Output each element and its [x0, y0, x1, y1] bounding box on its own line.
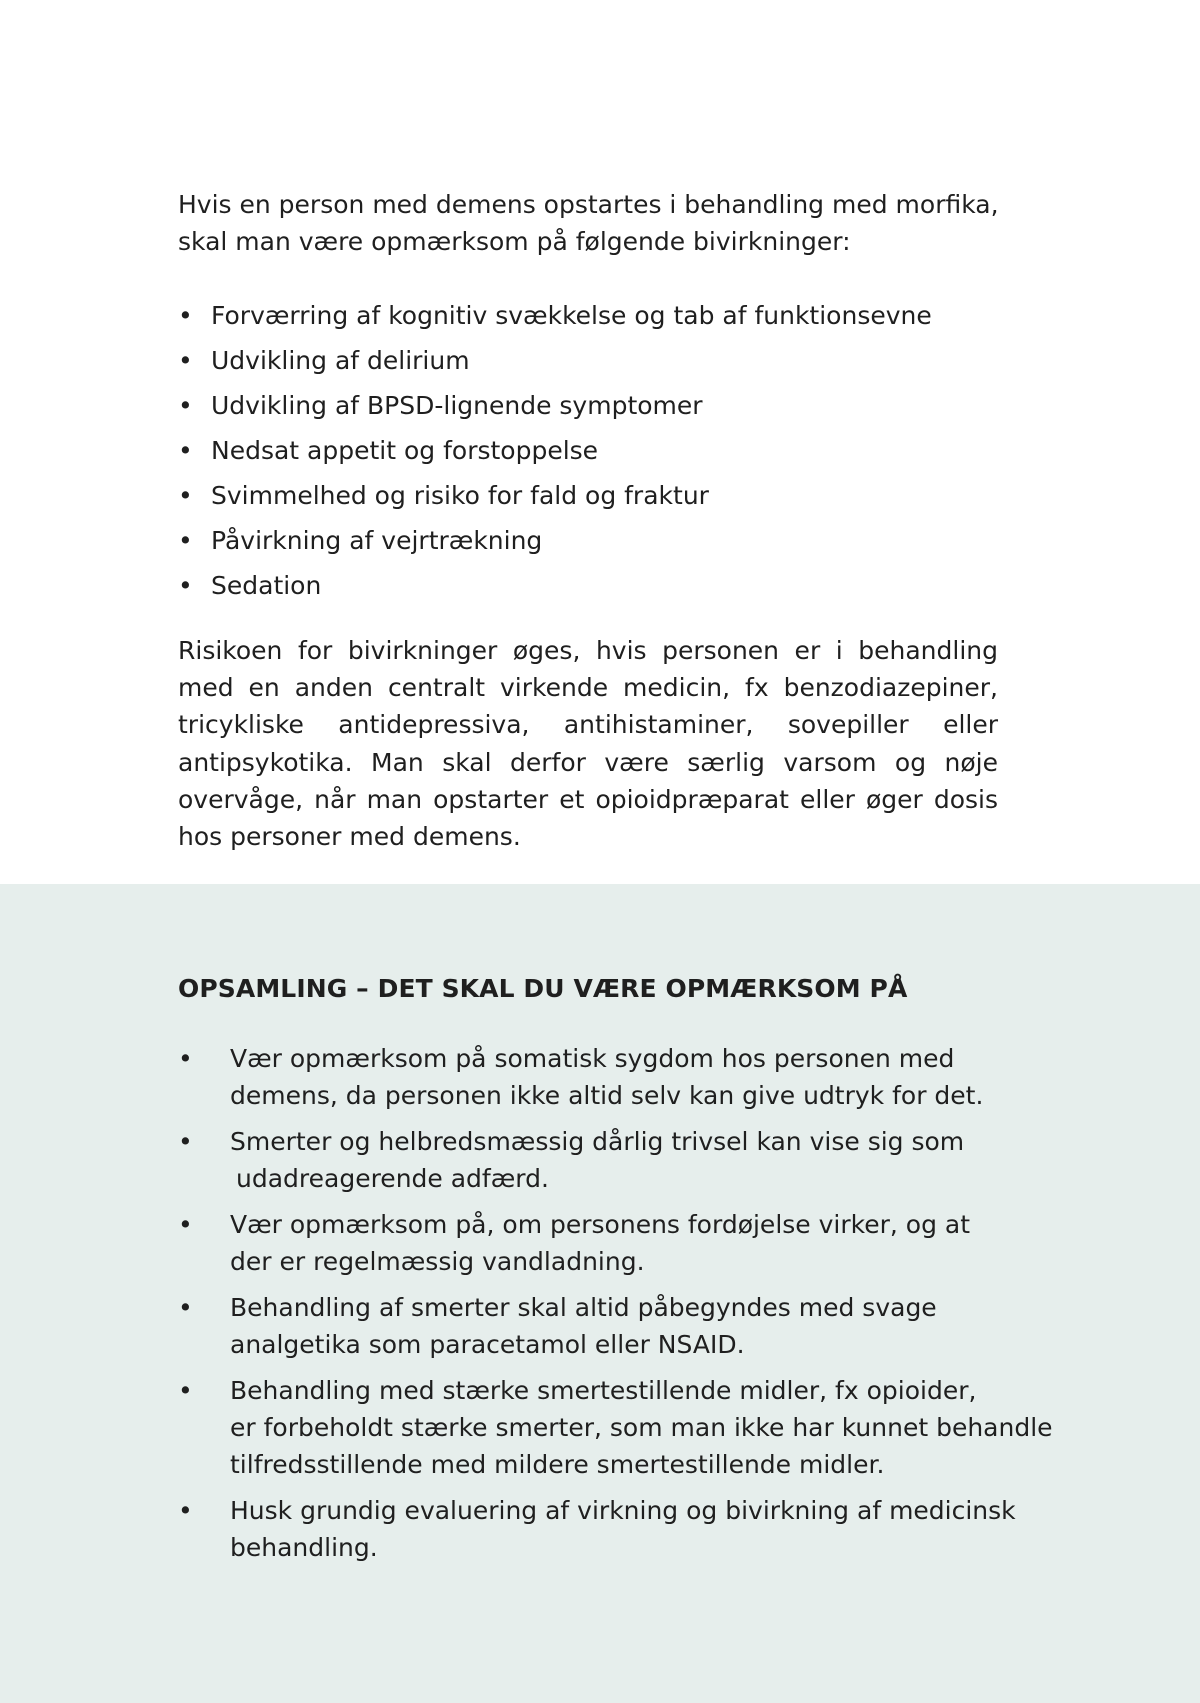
summary-item-line: • Behandling af smerter skal altid påbegyndes med svage	[230, 1293, 937, 1322]
summary-item	[178, 1289, 1008, 1363]
summary-item-line: der er regelmæssig vandladning.	[230, 1247, 645, 1276]
summary-item-line: analgetika som paracetamol eller NSAID.	[230, 1330, 745, 1359]
intro-paragraph	[178, 186, 998, 260]
summary-item-line: • Smerter og helbredsmæssig dårlig trivsel kan vise sig som	[230, 1127, 965, 1156]
side-effect-item: • Svimmelhed og risiko for fald og fraktur	[178, 476, 998, 521]
intro-line-1: Hvis en person med demens opstartes i behandling med morfika,	[178, 190, 999, 219]
side-effect-item: • Påvirkning af vejrtrækning	[178, 521, 998, 566]
summary-item-line: demens, da personen ikke altid selv kan give udtryk for det.	[230, 1081, 984, 1110]
risk-paragraph: Risikoen for bivirkninger øges, hvis personen er i behandling med en anden centralt virkende medicin, fx benzodiazepiner, tricykliske antidepressiva, antihistaminer, sovepiller eller antipsykotika. Man skal derfor være særlig varsom og nøje overvåge, når man opstarter et opioidpræparat eller øger dosis hos personer med demens.	[178, 636, 998, 852]
side-effect-item: • Udvikling af delirium	[178, 341, 998, 386]
summary-item-line: er forbeholdt stærke smerter, som man ikke har kunnet behandle	[230, 1413, 1053, 1442]
summary-item-line: • Husk grundig evaluering af virkning og bivirkning af medicinsk	[230, 1496, 1016, 1525]
summary-list	[178, 1040, 1053, 1575]
summary-item-line: udadreagerende adfærd.	[236, 1164, 549, 1193]
side-effect-item: • Nedsat appetit og forstoppelse	[178, 431, 998, 476]
summary-item-line: • Vær opmærksom på somatisk sygdom hos personen med	[230, 1044, 955, 1073]
summary-item	[178, 1123, 1008, 1197]
summary-item-line: tilfredsstillende med mildere smertestillende midler.	[230, 1450, 885, 1479]
summary-item	[178, 1372, 1053, 1483]
summary-item-line: • Vær opmærksom på, om personens fordøjelse virker, og at	[230, 1210, 971, 1239]
summary-heading: OPSAMLING – DET SKAL DU VÆRE OPMÆRKSOM PÅ	[178, 974, 908, 1003]
summary-item	[178, 1492, 1016, 1566]
summary-item-line: behandling.	[230, 1533, 378, 1562]
side-effects-list	[178, 296, 998, 611]
side-effect-item: • Udvikling af BPSD-lignende symptomer	[178, 386, 998, 431]
intro-line-2: skal man være opmærksom på følgende bivirkninger:	[178, 227, 851, 256]
summary-box	[0, 884, 1200, 1703]
summary-item	[178, 1206, 1008, 1280]
side-effect-item: • Sedation	[178, 566, 998, 611]
side-effect-item: • Forværring af kognitiv svækkelse og tab af funktionsevne	[178, 296, 998, 341]
summary-item-line: • Behandling med stærke smertestillende midler, fx opioider,	[230, 1376, 977, 1405]
summary-item	[178, 1040, 1008, 1114]
